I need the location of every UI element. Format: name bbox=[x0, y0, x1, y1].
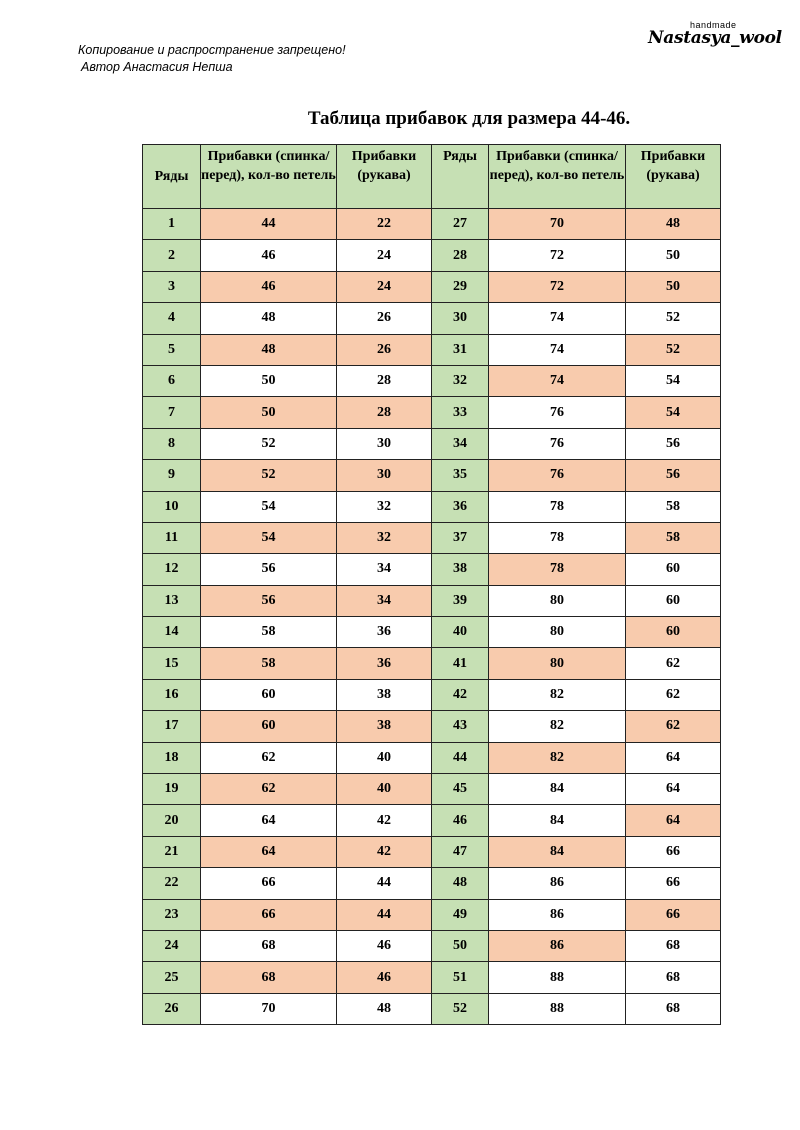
sleeve-cell: 60 bbox=[626, 585, 721, 616]
row-number-cell: 23 bbox=[143, 899, 201, 930]
table-row bbox=[143, 679, 721, 710]
sleeve-cell: 46 bbox=[337, 962, 432, 993]
header-rows-2: Ряды bbox=[432, 145, 489, 209]
back-front-cell: 56 bbox=[201, 585, 337, 616]
table-row bbox=[143, 460, 721, 491]
back-front-cell: 82 bbox=[489, 679, 626, 710]
back-front-cell: 78 bbox=[489, 554, 626, 585]
sleeve-cell: 40 bbox=[337, 774, 432, 805]
back-front-cell: 60 bbox=[201, 679, 337, 710]
row-number-cell: 27 bbox=[432, 209, 489, 240]
row-number-cell: 35 bbox=[432, 460, 489, 491]
back-front-cell: 56 bbox=[201, 554, 337, 585]
header-sleeve: Прибавки (рукава) bbox=[337, 145, 432, 209]
sleeve-cell: 42 bbox=[337, 805, 432, 836]
increase-table bbox=[142, 144, 721, 1025]
back-front-cell: 58 bbox=[201, 617, 337, 648]
row-number-cell: 15 bbox=[143, 648, 201, 679]
header-sleeve-2: Прибавки (рукава) bbox=[626, 145, 721, 209]
table-row bbox=[143, 303, 721, 334]
back-front-cell: 88 bbox=[489, 993, 626, 1024]
sleeve-cell: 32 bbox=[337, 522, 432, 553]
table-row bbox=[143, 930, 721, 961]
sleeve-cell: 36 bbox=[337, 648, 432, 679]
back-front-cell: 74 bbox=[489, 365, 626, 396]
row-number-cell: 2 bbox=[143, 240, 201, 271]
row-number-cell: 43 bbox=[432, 711, 489, 742]
back-front-cell: 82 bbox=[489, 742, 626, 773]
copyright-notice bbox=[78, 42, 346, 76]
sleeve-cell: 24 bbox=[337, 271, 432, 302]
table-row bbox=[143, 209, 721, 240]
back-front-cell: 62 bbox=[201, 774, 337, 805]
table-row bbox=[143, 899, 721, 930]
row-number-cell: 17 bbox=[143, 711, 201, 742]
table-row bbox=[143, 774, 721, 805]
sleeve-cell: 60 bbox=[626, 554, 721, 585]
table-row bbox=[143, 334, 721, 365]
row-number-cell: 11 bbox=[143, 522, 201, 553]
sleeve-cell: 30 bbox=[337, 460, 432, 491]
sleeve-cell: 56 bbox=[626, 460, 721, 491]
row-number-cell: 28 bbox=[432, 240, 489, 271]
back-front-cell: 66 bbox=[201, 868, 337, 899]
row-number-cell: 1 bbox=[143, 209, 201, 240]
row-number-cell: 32 bbox=[432, 365, 489, 396]
logo-name: Nastasya_wool bbox=[648, 28, 782, 48]
sleeve-cell: 66 bbox=[626, 899, 721, 930]
row-number-cell: 3 bbox=[143, 271, 201, 302]
sleeve-cell: 60 bbox=[626, 617, 721, 648]
logo-subtitle: handmade bbox=[690, 20, 737, 30]
sleeve-cell: 24 bbox=[337, 240, 432, 271]
sleeve-cell: 62 bbox=[626, 711, 721, 742]
copyright-line: Копирование и распространение запрещено! bbox=[78, 43, 346, 57]
back-front-cell: 44 bbox=[201, 209, 337, 240]
sleeve-cell: 62 bbox=[626, 679, 721, 710]
row-number-cell: 49 bbox=[432, 899, 489, 930]
back-front-cell: 84 bbox=[489, 805, 626, 836]
back-front-cell: 78 bbox=[489, 522, 626, 553]
sleeve-cell: 34 bbox=[337, 585, 432, 616]
sleeve-cell: 66 bbox=[626, 836, 721, 867]
sleeve-cell: 52 bbox=[626, 334, 721, 365]
header-rows: Ряды bbox=[143, 145, 201, 209]
back-front-cell: 54 bbox=[201, 522, 337, 553]
table-row bbox=[143, 805, 721, 836]
sleeve-cell: 30 bbox=[337, 428, 432, 459]
row-number-cell: 44 bbox=[432, 742, 489, 773]
back-front-cell: 52 bbox=[201, 460, 337, 491]
row-number-cell: 6 bbox=[143, 365, 201, 396]
back-front-cell: 48 bbox=[201, 303, 337, 334]
page-title: Таблица прибавок для размера 44-46. bbox=[307, 108, 631, 129]
author-line: Автор Анастасия Непша bbox=[81, 60, 233, 74]
row-number-cell: 37 bbox=[432, 522, 489, 553]
row-number-cell: 50 bbox=[432, 930, 489, 961]
row-number-cell: 21 bbox=[143, 836, 201, 867]
sleeve-cell: 44 bbox=[337, 899, 432, 930]
back-front-cell: 80 bbox=[489, 648, 626, 679]
back-front-cell: 82 bbox=[489, 711, 626, 742]
back-front-cell: 64 bbox=[201, 805, 337, 836]
row-number-cell: 48 bbox=[432, 868, 489, 899]
sleeve-cell: 58 bbox=[626, 522, 721, 553]
row-number-cell: 40 bbox=[432, 617, 489, 648]
sleeve-cell: 22 bbox=[337, 209, 432, 240]
row-number-cell: 42 bbox=[432, 679, 489, 710]
sleeve-cell: 28 bbox=[337, 397, 432, 428]
row-number-cell: 38 bbox=[432, 554, 489, 585]
back-front-cell: 86 bbox=[489, 899, 626, 930]
back-front-cell: 86 bbox=[489, 930, 626, 961]
sleeve-cell: 68 bbox=[626, 930, 721, 961]
table-row bbox=[143, 962, 721, 993]
table-row bbox=[143, 585, 721, 616]
brand-logo bbox=[648, 20, 782, 54]
sleeve-cell: 26 bbox=[337, 334, 432, 365]
sleeve-cell: 42 bbox=[337, 836, 432, 867]
row-number-cell: 24 bbox=[143, 930, 201, 961]
back-front-cell: 60 bbox=[201, 711, 337, 742]
back-front-cell: 74 bbox=[489, 303, 626, 334]
table-row bbox=[143, 428, 721, 459]
back-front-cell: 68 bbox=[201, 962, 337, 993]
back-front-cell: 64 bbox=[201, 836, 337, 867]
back-front-cell: 70 bbox=[489, 209, 626, 240]
sleeve-cell: 68 bbox=[626, 962, 721, 993]
row-number-cell: 33 bbox=[432, 397, 489, 428]
row-number-cell: 36 bbox=[432, 491, 489, 522]
sleeve-cell: 54 bbox=[626, 365, 721, 396]
sleeve-cell: 50 bbox=[626, 271, 721, 302]
table-row bbox=[143, 836, 721, 867]
back-front-cell: 78 bbox=[489, 491, 626, 522]
row-number-cell: 13 bbox=[143, 585, 201, 616]
back-front-cell: 66 bbox=[201, 899, 337, 930]
row-number-cell: 52 bbox=[432, 993, 489, 1024]
sleeve-cell: 36 bbox=[337, 617, 432, 648]
table-row bbox=[143, 711, 721, 742]
back-front-cell: 84 bbox=[489, 774, 626, 805]
row-number-cell: 22 bbox=[143, 868, 201, 899]
sleeve-cell: 26 bbox=[337, 303, 432, 334]
row-number-cell: 5 bbox=[143, 334, 201, 365]
sleeve-cell: 34 bbox=[337, 554, 432, 585]
back-front-cell: 62 bbox=[201, 742, 337, 773]
sleeve-cell: 64 bbox=[626, 805, 721, 836]
row-number-cell: 41 bbox=[432, 648, 489, 679]
row-number-cell: 39 bbox=[432, 585, 489, 616]
back-front-cell: 68 bbox=[201, 930, 337, 961]
row-number-cell: 10 bbox=[143, 491, 201, 522]
back-front-cell: 80 bbox=[489, 585, 626, 616]
header-back-front: Прибавки (спинка/перед), кол-во петель bbox=[201, 145, 337, 209]
sleeve-cell: 54 bbox=[626, 397, 721, 428]
sleeve-cell: 56 bbox=[626, 428, 721, 459]
row-number-cell: 9 bbox=[143, 460, 201, 491]
row-number-cell: 14 bbox=[143, 617, 201, 648]
sleeve-cell: 66 bbox=[626, 868, 721, 899]
back-front-cell: 72 bbox=[489, 240, 626, 271]
row-number-cell: 20 bbox=[143, 805, 201, 836]
back-front-cell: 88 bbox=[489, 962, 626, 993]
back-front-cell: 52 bbox=[201, 428, 337, 459]
table-row bbox=[143, 868, 721, 899]
back-front-cell: 86 bbox=[489, 868, 626, 899]
sleeve-cell: 48 bbox=[337, 993, 432, 1024]
table-row bbox=[143, 993, 721, 1024]
back-front-cell: 84 bbox=[489, 836, 626, 867]
row-number-cell: 34 bbox=[432, 428, 489, 459]
back-front-cell: 50 bbox=[201, 365, 337, 396]
table-row bbox=[143, 742, 721, 773]
back-front-cell: 72 bbox=[489, 271, 626, 302]
back-front-cell: 58 bbox=[201, 648, 337, 679]
sleeve-cell: 38 bbox=[337, 711, 432, 742]
back-front-cell: 76 bbox=[489, 397, 626, 428]
row-number-cell: 45 bbox=[432, 774, 489, 805]
sleeve-cell: 62 bbox=[626, 648, 721, 679]
back-front-cell: 76 bbox=[489, 428, 626, 459]
back-front-cell: 80 bbox=[489, 617, 626, 648]
row-number-cell: 26 bbox=[143, 993, 201, 1024]
row-number-cell: 7 bbox=[143, 397, 201, 428]
row-number-cell: 30 bbox=[432, 303, 489, 334]
table-row bbox=[143, 554, 721, 585]
table-row bbox=[143, 365, 721, 396]
back-front-cell: 46 bbox=[201, 271, 337, 302]
row-number-cell: 16 bbox=[143, 679, 201, 710]
sleeve-cell: 48 bbox=[626, 209, 721, 240]
sleeve-cell: 38 bbox=[337, 679, 432, 710]
back-front-cell: 76 bbox=[489, 460, 626, 491]
sleeve-cell: 28 bbox=[337, 365, 432, 396]
sleeve-cell: 64 bbox=[626, 774, 721, 805]
sleeve-cell: 64 bbox=[626, 742, 721, 773]
table-row bbox=[143, 522, 721, 553]
row-number-cell: 46 bbox=[432, 805, 489, 836]
back-front-cell: 54 bbox=[201, 491, 337, 522]
row-number-cell: 47 bbox=[432, 836, 489, 867]
sleeve-cell: 50 bbox=[626, 240, 721, 271]
back-front-cell: 74 bbox=[489, 334, 626, 365]
back-front-cell: 50 bbox=[201, 397, 337, 428]
back-front-cell: 70 bbox=[201, 993, 337, 1024]
row-number-cell: 12 bbox=[143, 554, 201, 585]
sleeve-cell: 46 bbox=[337, 930, 432, 961]
sleeve-cell: 58 bbox=[626, 491, 721, 522]
table-row bbox=[143, 617, 721, 648]
table-row bbox=[143, 271, 721, 302]
table-row bbox=[143, 648, 721, 679]
back-front-cell: 48 bbox=[201, 334, 337, 365]
sleeve-cell: 52 bbox=[626, 303, 721, 334]
row-number-cell: 29 bbox=[432, 271, 489, 302]
sleeve-cell: 32 bbox=[337, 491, 432, 522]
table-row bbox=[143, 240, 721, 271]
sleeve-cell: 44 bbox=[337, 868, 432, 899]
back-front-cell: 46 bbox=[201, 240, 337, 271]
row-number-cell: 31 bbox=[432, 334, 489, 365]
sleeve-cell: 68 bbox=[626, 993, 721, 1024]
table-header-row bbox=[143, 145, 721, 209]
row-number-cell: 8 bbox=[143, 428, 201, 459]
row-number-cell: 51 bbox=[432, 962, 489, 993]
table-row bbox=[143, 397, 721, 428]
row-number-cell: 25 bbox=[143, 962, 201, 993]
header-back-front-2: Прибавки (спинка/перед), кол-во петель bbox=[489, 145, 626, 209]
row-number-cell: 18 bbox=[143, 742, 201, 773]
table-row bbox=[143, 491, 721, 522]
sleeve-cell: 40 bbox=[337, 742, 432, 773]
row-number-cell: 4 bbox=[143, 303, 201, 334]
row-number-cell: 19 bbox=[143, 774, 201, 805]
